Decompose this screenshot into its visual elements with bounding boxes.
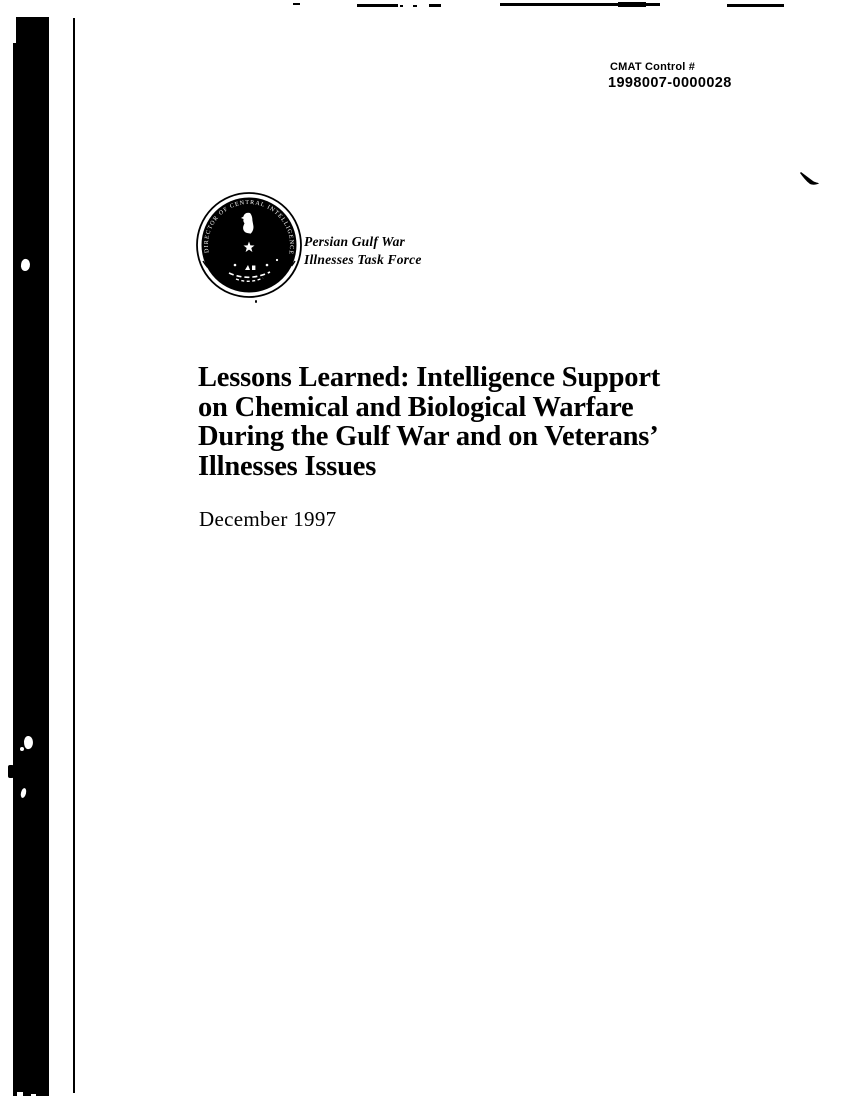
title-line: During the Gulf War and on Veterans’ <box>198 421 659 452</box>
scan-artifact <box>20 747 24 751</box>
scan-dash <box>429 4 441 7</box>
scan-dash <box>413 5 417 7</box>
scan-binding-bar <box>8 765 14 778</box>
scan-artifact <box>31 1094 36 1097</box>
scan-rule-line <box>73 18 75 1093</box>
scan-artifact <box>17 1092 23 1097</box>
control-number-value: 1998007-0000028 <box>608 75 732 91</box>
checkmark-artifact <box>799 171 821 189</box>
control-number-block <box>610 61 732 91</box>
scan-binding-bar <box>13 17 49 1096</box>
title-line: on Chemical and Biological Warfare <box>198 391 634 423</box>
seal-mark <box>276 259 278 261</box>
dci-seal <box>193 189 307 303</box>
control-number-label: CMAT Control # <box>610 61 696 73</box>
title-line: Lessons Learned: Intelligence Support <box>198 362 661 393</box>
taskforce-name <box>304 233 422 269</box>
title-line: Illnesses Issues <box>198 450 377 482</box>
scan-artifact <box>13 17 16 43</box>
seal-mark <box>252 266 255 271</box>
scan-dash <box>357 4 398 7</box>
taskforce-line1: Persian Gulf War <box>304 234 405 249</box>
taskforce-line2: Illnesses Task Force <box>304 252 422 267</box>
scan-dash <box>727 4 784 7</box>
document-date: December 1997 <box>199 507 337 531</box>
document-title <box>198 363 718 481</box>
scan-artifact <box>255 300 257 303</box>
scan-dash <box>293 3 300 5</box>
seal-rim-text: DIRECTOR OF CENTRAL INTELLIGENCE <box>203 199 295 256</box>
scan-dash <box>618 2 646 7</box>
seal-mark <box>266 264 269 267</box>
seal-mark <box>234 264 237 267</box>
scan-dash <box>400 5 403 7</box>
